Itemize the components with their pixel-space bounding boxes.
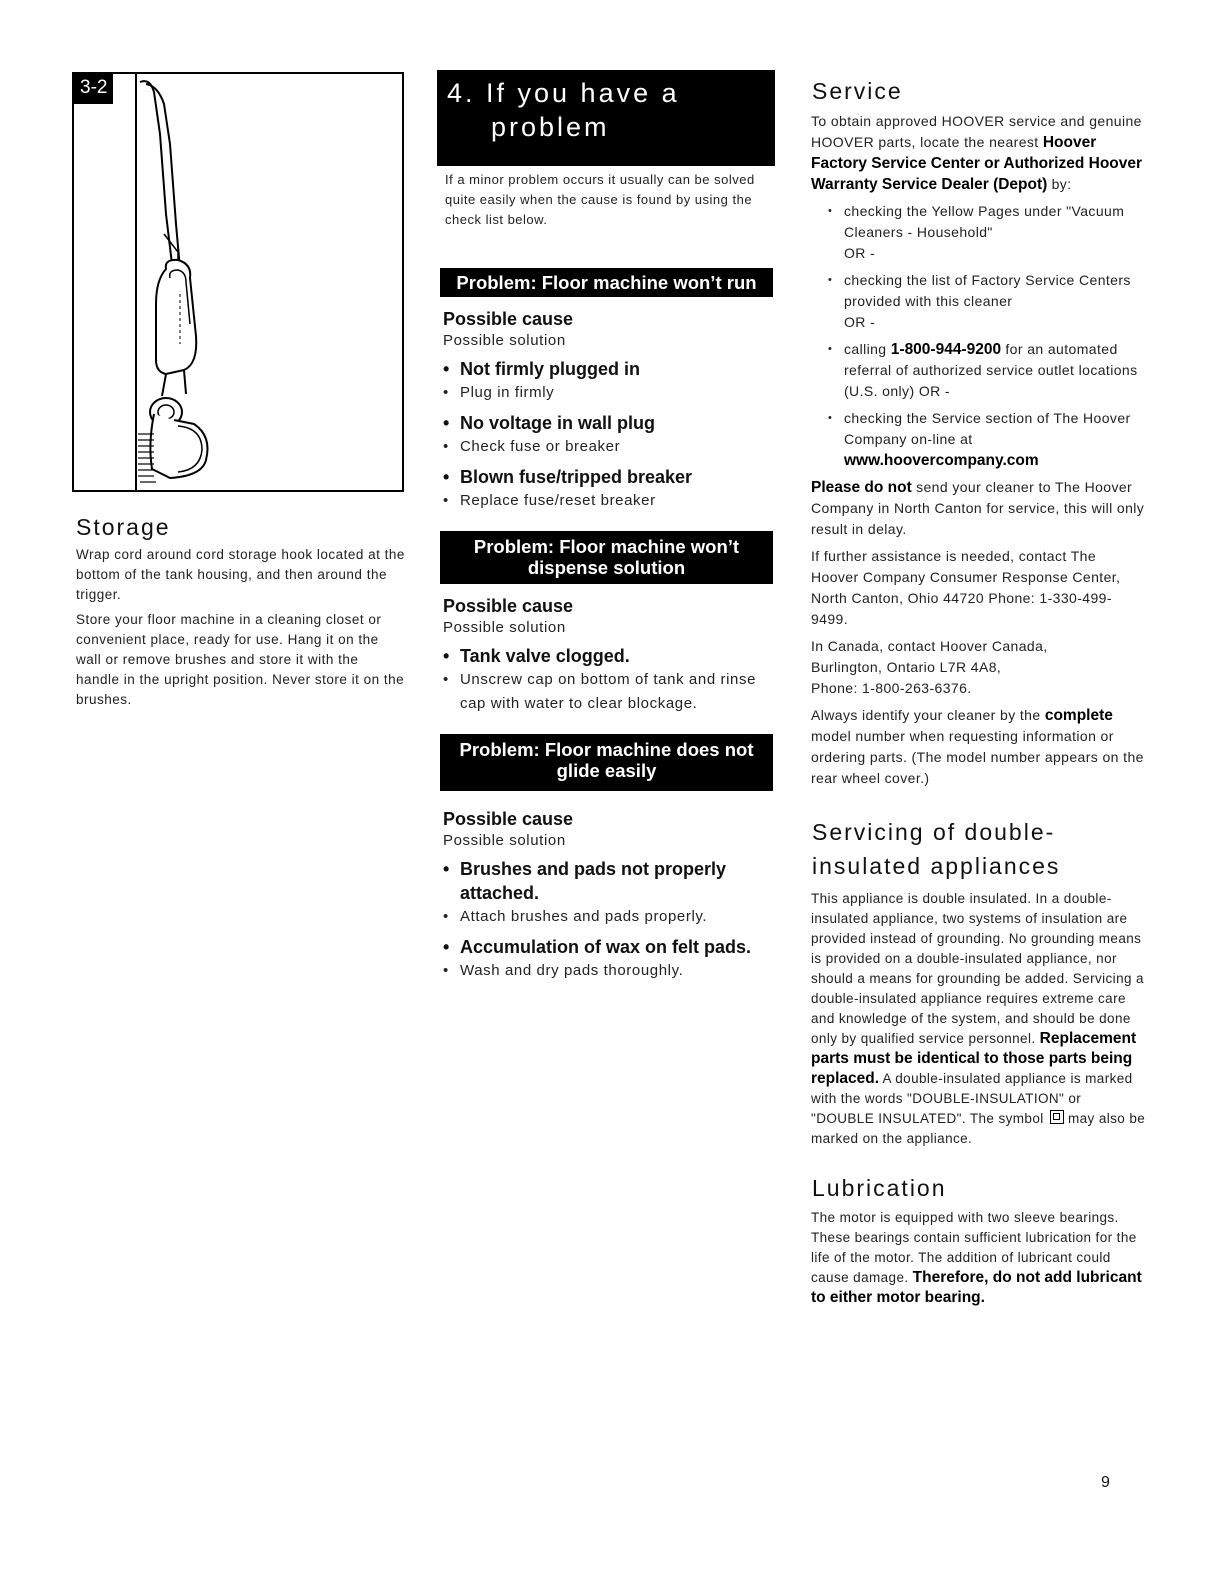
servicing-heading: Servicing of double- insulated appliances [812, 819, 1061, 879]
storage-paragraph-1: Wrap cord around cord storage hook located at the bottom of the tank housing, and then around the trigger. [76, 547, 405, 602]
cause-item: • Blown fuse/tripped breaker [443, 465, 775, 489]
lubrication-paragraph: The motor is equipped with two sleeve bearings. These bearings contain sufficient lubrication for the life of the motor. The addition of lubricant could cause damage. Therefore, do not add lubricant to either motor bearing. [811, 1210, 1142, 1306]
solution-item: • Wash and dry pads thoroughly. [443, 959, 775, 983]
figure-label: 3-2 [74, 74, 113, 104]
solution-item: • Unscrew cap on bottom of tank and rinse cap with water to clear blockage. [443, 668, 775, 716]
possible-solution-label: Possible solution [443, 832, 566, 849]
cause-item: • Brushes and pads not properly attached. [443, 857, 775, 905]
solution-item: • Check fuse or breaker [443, 435, 775, 459]
page-number: 9 [1101, 1474, 1110, 1491]
service-paragraph-model: Always identify your cleaner by the complete model number when requesting information or ordering parts. (The model number appears on the rear wheel cover.) [811, 707, 1144, 786]
possible-cause-label: Possible cause [443, 596, 574, 616]
problem-heading-doesnt-glide: Problem: Floor machine does not glide easily [440, 734, 773, 791]
hoover-website-link[interactable]: www.hoovercompany.com [844, 452, 1039, 469]
problem-list [443, 357, 775, 513]
double-square-symbol-icon [1050, 1110, 1064, 1124]
service-paragraph-canada: In Canada, contact Hoover Canada, Burlington, Ontario L7R 4A8, Phone: 1-800-263-6376. [811, 638, 1048, 696]
section-title-line-1: 4. If you have a [447, 78, 680, 108]
solution-item: • Replace fuse/reset breaker [443, 489, 775, 513]
service-paragraph-1: To obtain approved HOOVER service and genuine HOOVER parts, locate the nearest Hoover Factory Service Center or Authorized Hoover Warranty Service Dealer (Depot) by: [811, 113, 1143, 193]
storage-heading: Storage [76, 514, 171, 540]
section-title [437, 70, 775, 166]
cause-item: • Not firmly plugged in [443, 357, 775, 381]
section-title-line-2: problem [491, 112, 610, 142]
problem-list [443, 644, 775, 716]
cause-item: • No voltage in wall plug [443, 411, 775, 435]
possible-solution-label: Possible solution [443, 332, 566, 349]
problem-heading-wont-dispense: Problem: Floor machine won’t dispense solution [440, 531, 773, 584]
storage-paragraph-2: Store your floor machine in a cleaning closet or convenient place, ready for use. Hang it on the wall or remove brushes and store it with the handle in the upright position. Never store it on the brushes. [76, 612, 405, 707]
service-options-list [828, 201, 1146, 471]
problem-intro: If a minor problem occurs it usually can be solved quite easily when the cause is found by using the check list below. [445, 172, 755, 227]
servicing-paragraph: This appliance is double insulated. In a double-insulated appliance, two systems of insulation are provided instead of grounding. No grounding means is provided on a double-insulated appliance, nor should a means for grounding be added. Servicing a double-insulated appliance requires extreme care and knowledge of the system, and should be done only by qualified service personnel. Replacement parts must be identical to those parts being replaced. A double-insulated appliance is marked with the words "DOUBLE-INSULATION" or "DOUBLE INSULATED". The symbol may also be marked on the appliance. [811, 891, 1146, 1146]
possible-cause-label: Possible cause [443, 809, 574, 829]
possible-solution-label: Possible solution [443, 619, 566, 636]
storage-column [72, 72, 406, 715]
service-column [810, 78, 1146, 1314]
service-option-list: • checking the list of Factory Service Centers provided with this cleaner OR - [828, 270, 1146, 333]
problem-heading-wont-run: Problem: Floor machine won’t run [440, 268, 773, 297]
service-heading: Service [812, 78, 903, 104]
problem-column [437, 70, 775, 983]
figure-3-2 [72, 72, 404, 492]
cause-item: • Accumulation of wax on felt pads. [443, 935, 775, 959]
lubrication-heading: Lubrication [812, 1175, 947, 1201]
solution-item: • Attach brushes and pads properly. [443, 905, 775, 929]
service-option-yellow-pages: • checking the Yellow Pages under "Vacuum Cleaners - Household" OR - [828, 201, 1146, 264]
possible-cause-label: Possible cause [443, 309, 574, 329]
floor-machine-illustration [74, 74, 404, 490]
service-option-phone: • calling 1-800-944-9200 for an automated referral of authorized service outlet locations (U.S. only) OR - [828, 339, 1146, 402]
service-paragraph-2: Please do not send your cleaner to The Hoover Company in North Canton for service, this will only result in delay. [811, 479, 1145, 537]
problem-list [443, 857, 775, 983]
service-paragraph-3: If further assistance is needed, contact The Hoover Company Consumer Response Center, North Canton, Ohio 44720 Phone: 1-330-499-9499. [811, 548, 1121, 627]
cause-item: • Tank valve clogged. [443, 644, 775, 668]
solution-item: • Plug in firmly [443, 381, 775, 405]
service-option-online: • checking the Service section of The Hoover Company on-line at www.hoovercompany.com [828, 408, 1146, 471]
